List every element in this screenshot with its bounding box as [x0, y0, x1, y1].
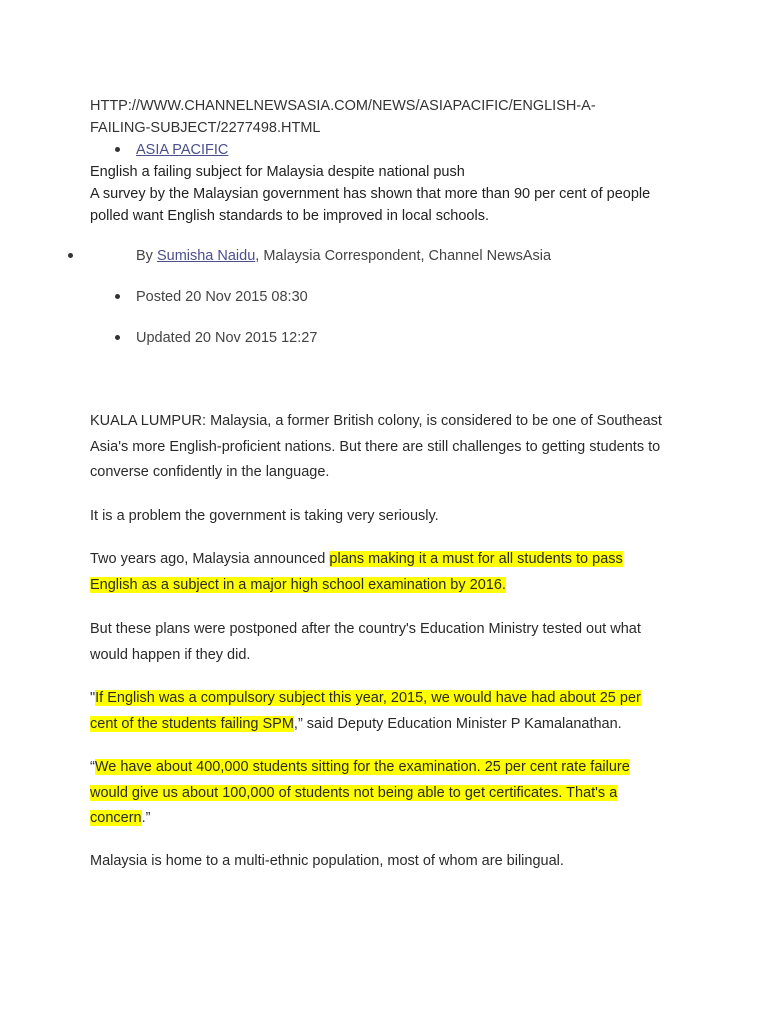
paragraph-5 — [90, 686, 670, 737]
attribution: ,” said Deputy Education Minister P Kamalanathan. — [293, 715, 622, 732]
paragraph-4: But these plans were postponed after the country's Education Ministry tested out what would happen if they did. — [90, 621, 641, 663]
article-headline: English a failing subject for Malaysia despite national push — [90, 164, 465, 180]
posted-date: Posted 20 Nov 2015 08:30 — [136, 289, 308, 305]
paragraph-7: Malaysia is home to a multi-ethnic population, most of whom are bilingual. — [90, 853, 564, 869]
bullet-dot — [115, 147, 120, 152]
open-quote: “ — [90, 759, 95, 775]
byline-prefix: By — [136, 248, 157, 264]
paragraph-2: It is a problem the government is taking very seriously. — [90, 508, 439, 524]
bullet-dot — [115, 294, 120, 299]
highlighted-text: We have about 400,000 students sitting for the examination. 25 per cent rate failure would give us about 100,000 of students not being able to get certificates. That's a concern — [90, 759, 630, 826]
source-url: HTTP://WWW.CHANNELNEWSASIA.COM/NEWS/ASIAPACIFIC/ENGLISH-A-FAILING-SUBJECT/2277498.HTML — [90, 98, 596, 136]
author-link[interactable]: Sumisha Naidu — [156, 248, 256, 264]
paragraph-3-text: Two years ago, Malaysia announced — [90, 551, 330, 567]
byline-suffix: , Malaysia Correspondent, Channel NewsAsia — [255, 248, 552, 264]
paragraph-intro: KUALA LUMPUR: Malaysia, a former British colony, is considered to be one of Southeast Asia's more English-proficient nations. But there are still challenges to getting students to converse confidently in the language. — [90, 413, 662, 480]
updated-date: Updated 20 Nov 2015 12:27 — [136, 330, 318, 346]
close-quote: .” — [141, 810, 151, 826]
highlighted-text: If English was a compulsory subject this year, 2015, we would have had about 25 per cent of the students failing SPM — [90, 690, 641, 732]
paragraph-3 — [90, 547, 660, 598]
category-link[interactable]: ASIA PACIFIC — [136, 142, 229, 158]
article-summary: A survey by the Malaysian government has shown that more than 90 per cent of people polled want English standards to be improved in local schools. — [90, 186, 651, 224]
bullet-dot — [115, 335, 120, 340]
paragraph-6 — [90, 755, 665, 832]
bullet-dot — [68, 253, 73, 258]
byline — [136, 245, 696, 267]
highlighted-text: plans making it a must for all students to pass English as a subject in a major high school examination by 2016. — [90, 551, 623, 593]
open-quote: " — [90, 690, 96, 706]
